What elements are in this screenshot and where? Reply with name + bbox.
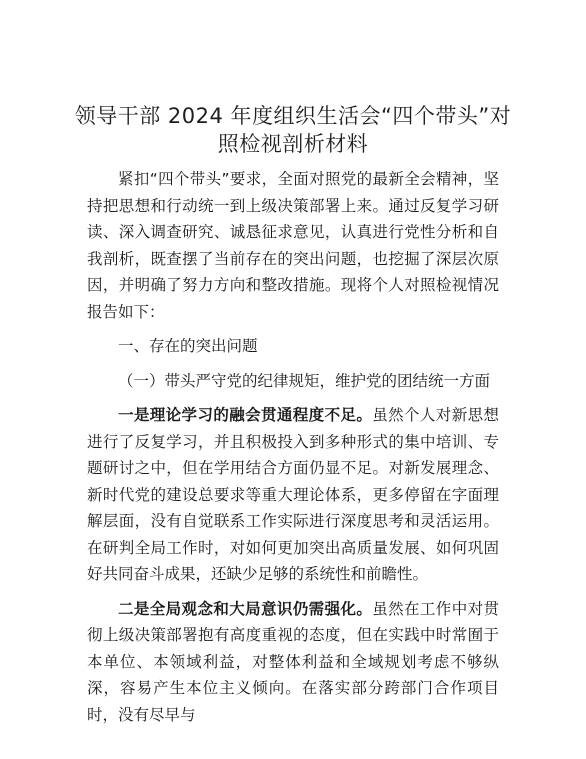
point-1-lead: 一是理论学习的融会贯通程度不足。 [118,406,373,424]
point-paragraph-2 [87,596,499,729]
intro-paragraph: 紧扣“四个带头”要求，全面对照党的最新全会精神，坚持把思想和行动统一到上级决策部署上来。通过反复学习研读、深入调查研究、诚恳征求意见，认真进行党性分析和自我剖析，既查摆了当前存在的突出问题，也挖掘了深层次原因，并明确了努力方向和整改措施。现将个人对照检视情况报告如下： [87,170,499,321]
document-title-line-2: 照检视剖析材料 [217,132,369,156]
point-2-text: 虽然在工作中对贯彻上级决策部署抱有高度重视的态度，但在实践中时常囿于本单位、本领域利益，对整体利益和全域规划考虑不够纵深，容易产生本位主义倾向。在落实部分跨部门合作项目时，没有尽早与 [87,599,499,724]
point-1-text: 虽然个人对新思想进行了反复学习，并且积极投入到多种形式的集中培训、专题研讨之中，但在学用结合方面仍显不足。对新发展理念、新时代党的建设总要求等重大理论体系，更多停留在字面理解层面，没有自觉联系工作实际进行深度思考和灵活运用。在研判全局工作时，对如何更加突出高质量发展、如何巩固好共同奋斗成果，还缺少足够的系统性和前瞻性。 [87,406,499,583]
subsection-heading: （一）带头严守党的纪律规矩，维护党的团结统一方面 [118,371,491,390]
section-heading: 一、存在的突出问题 [118,337,258,355]
point-paragraph-1 [87,402,499,588]
point-2-lead: 二是全局观念和大局意识仍需强化。 [118,599,373,618]
document-body [87,166,499,728]
document-title-line-1: 领导干部 2024 年度组织生活会“四个带头”对 [74,104,512,128]
